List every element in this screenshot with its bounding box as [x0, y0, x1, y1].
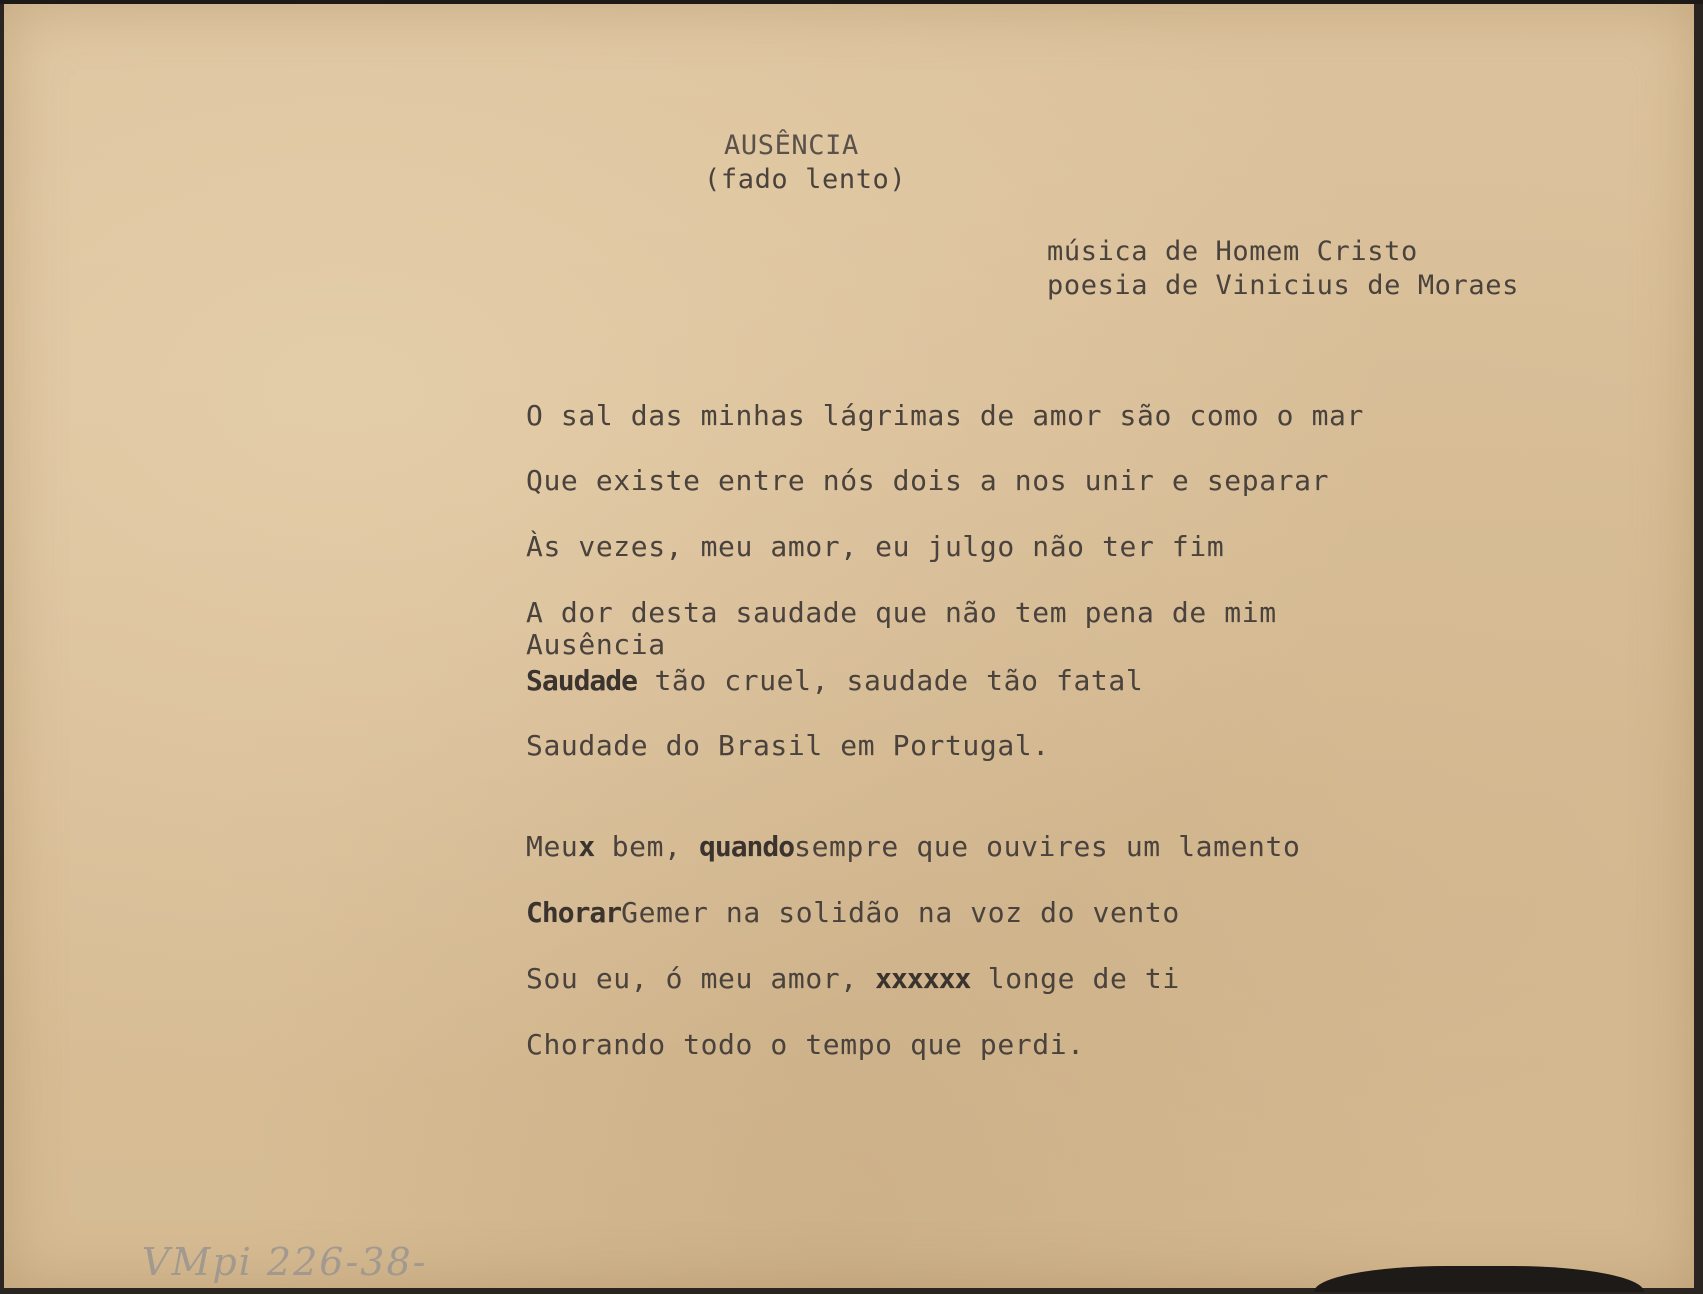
line-text: longe de ti	[970, 962, 1180, 995]
stanza1-line5: Ausência	[526, 628, 666, 661]
stanza1-line4: A dor desta saudade que não tem pena de mim	[526, 596, 1277, 629]
stanza1-line1: O sal das minhas lágrimas de amor são como o mar	[526, 399, 1364, 432]
poetry-credit: poesia de Vinicius de Moraes	[1047, 270, 1519, 301]
line-text: bem,	[594, 830, 699, 863]
stanza1-line2: Que existe entre nós dois a nos unir e separar	[526, 464, 1330, 497]
line-text: Meu	[526, 830, 579, 863]
torn-edge-shadow	[1314, 1266, 1644, 1292]
struck-out-text: Saudade	[526, 664, 638, 697]
archive-pencil-mark: VMpi 226-38-	[142, 1240, 428, 1284]
stanza2-line1	[526, 830, 1300, 863]
struck-out-text: x	[578, 830, 595, 863]
struck-out-text: xxxxxx	[875, 962, 971, 995]
struck-out-text: quando	[698, 830, 795, 863]
stanza1-line6	[526, 664, 1143, 697]
line-text: sempre que ouvires um lamento	[794, 830, 1301, 863]
stanza2-line4: Chorando todo o tempo que perdi.	[526, 1028, 1085, 1061]
stanza2-line2	[526, 896, 1180, 929]
typewritten-sheet	[4, 4, 1694, 1288]
struck-out-text: Chorar	[526, 896, 622, 929]
stanza1-line7: Saudade do Brasil em Portugal.	[526, 729, 1050, 762]
line-text: Sou eu, ó meu amor,	[526, 962, 876, 995]
stanza1-line3: Às vezes, meu amor, eu julgo não ter fim	[526, 530, 1225, 563]
poem-title: AUSÊNCIA	[724, 130, 859, 161]
line-text: tão cruel, saudade tão fatal	[637, 664, 1144, 697]
poem-subtitle: (fado lento)	[704, 164, 907, 195]
line-text: Gemer na solidão na voz do vento	[621, 896, 1180, 929]
stanza2-line3	[526, 962, 1180, 995]
music-credit: música de Homem Cristo	[1047, 236, 1418, 267]
